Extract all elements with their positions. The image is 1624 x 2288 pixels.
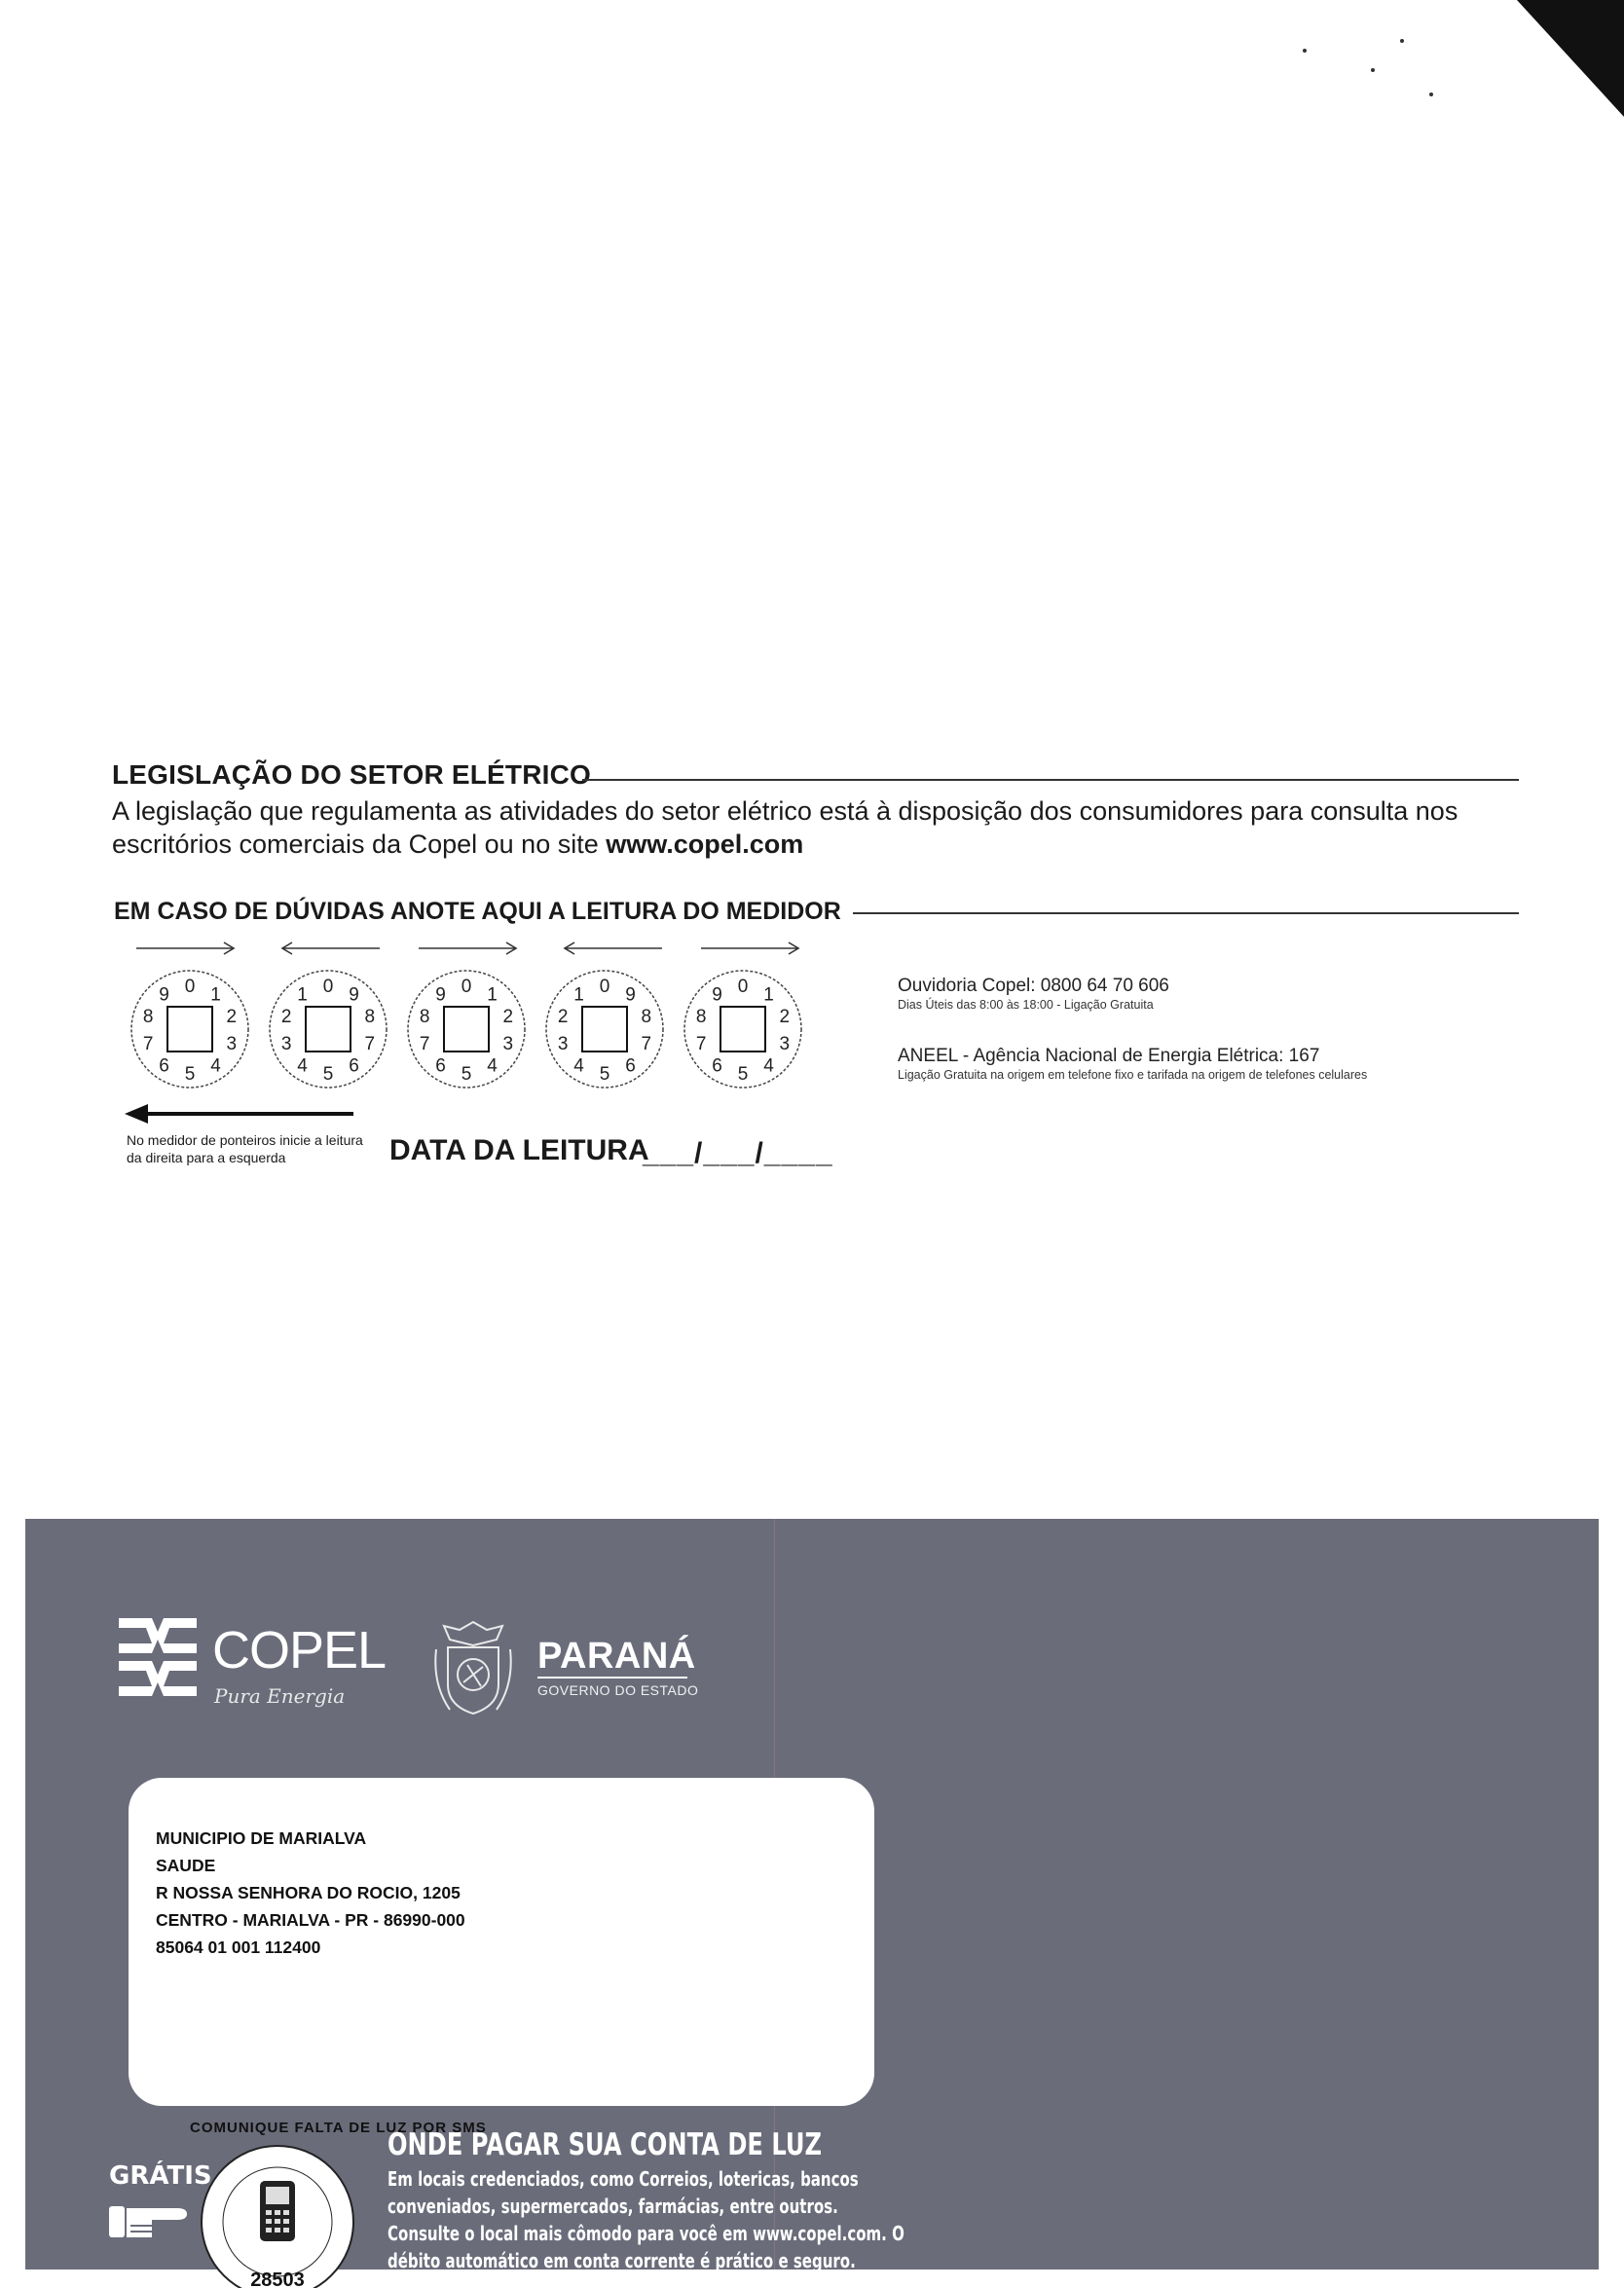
divider: [853, 912, 1519, 914]
dial-digit: 2: [280, 1007, 292, 1028]
dial-digit: 9: [159, 984, 169, 1006]
parana-crest-icon: [428, 1616, 518, 1723]
meter-dial: [265, 966, 391, 1092]
arrow-left-icon: [565, 942, 662, 954]
reading-hint: No medidor de ponteiros inicie a leitura da direita para a esquerda: [127, 1132, 363, 1165]
dial-digit: 1: [763, 984, 774, 1006]
dial-digit: 6: [159, 1055, 169, 1077]
dial-digit: 8: [695, 1007, 707, 1028]
meter-dial: [403, 966, 530, 1092]
dial-digit: 4: [763, 1055, 774, 1077]
dial-digit: 1: [210, 984, 221, 1006]
dial-digit: 0: [461, 977, 472, 997]
reading-box: [720, 1007, 765, 1052]
dial-digit: 4: [210, 1055, 221, 1077]
address-line: MUNICIPIO DE MARIALVA: [156, 1828, 367, 1848]
dial-digit: 7: [641, 1033, 652, 1054]
aneel-phone: ANEEL - Agência Nacional de Energia Elétrica: 167: [898, 1046, 1320, 1066]
copel-tagline: Pura Energia: [214, 1684, 346, 1708]
dial-digit: 5: [461, 1064, 472, 1085]
ouvidoria-contact: [898, 976, 1169, 1013]
pointing-hand-icon: [109, 2198, 192, 2242]
dial-digit: 4: [297, 1055, 308, 1077]
dial-digit: 9: [435, 984, 446, 1006]
arrow-left-icon: [282, 942, 380, 954]
date-blank: ___/___/____: [643, 1137, 833, 1169]
dial-digit: 1: [487, 984, 498, 1006]
legislacao-title: LEGISLAÇÃO DO SETOR ELÉTRICO: [112, 759, 592, 790]
onde-pagar-title: ONDE PAGAR SUA CONTA DE LUZ: [388, 2127, 823, 2162]
dial-digit: 3: [557, 1033, 569, 1054]
recipient-address: [156, 1825, 465, 1961]
dial-digit: 7: [142, 1033, 154, 1054]
dial-digit: 5: [737, 1064, 749, 1085]
dial-digit: 3: [502, 1033, 514, 1054]
dial-digit: 2: [779, 1007, 791, 1028]
dial-digit: 4: [487, 1055, 498, 1077]
dial-digit: 0: [322, 977, 334, 997]
dial-digit: 0: [184, 977, 196, 997]
stamp-text: COMUNIQUE FALTA DE LUZ POR SMS: [190, 2120, 487, 2136]
aneel-note: Ligação Gratuita na origem em telefone fixo e tarifada na origem de telefones celulares: [898, 1068, 1368, 1082]
dial-digit: 8: [142, 1007, 154, 1028]
address-line: R NOSSA SENHORA DO ROCIO, 1205: [156, 1883, 461, 1902]
divider: [537, 1677, 687, 1679]
dial-digit: 5: [322, 1064, 334, 1085]
print-specks: [1283, 19, 1478, 117]
dial-digit: 8: [641, 1007, 652, 1028]
arrow-right-icon: [419, 942, 516, 954]
reading-box: [167, 1007, 212, 1052]
dial-digit: 5: [599, 1064, 610, 1085]
reading-box: [306, 1007, 351, 1052]
onde-pagar-body: Em locais credenciados, como Correios, lotericas, bancos conveniados, supermercados, farmácias, entre outros. Consulte o local mais cômodo para você em www.copel.com. O débito automático em conta corrente é prático e seguro.: [388, 2167, 904, 2272]
dial-digit: 2: [502, 1007, 514, 1028]
dial-digit: 0: [599, 977, 610, 997]
dial-digit: 7: [419, 1033, 430, 1054]
dial-digit: 3: [280, 1033, 292, 1054]
dial-digit: 6: [435, 1055, 446, 1077]
address-line: 85064 01 001 112400: [156, 1937, 321, 1957]
dial-direction-arrows: [127, 937, 828, 966]
sms-stamp: [190, 2120, 487, 2288]
dial-digit: 9: [712, 984, 722, 1006]
meter-dials: [127, 966, 828, 1102]
address-line: SAUDE: [156, 1856, 216, 1875]
ouvidoria-phone: Ouvidoria Copel: 0800 64 70 606: [898, 976, 1169, 996]
dial-digit: 7: [364, 1033, 376, 1054]
reading-box: [582, 1007, 627, 1052]
ouvidoria-hours: Dias Úteis das 8:00 às 18:00 - Ligação Gratuita: [898, 998, 1154, 1012]
dial-digit: 9: [625, 984, 636, 1006]
legislacao-body: [112, 794, 1519, 861]
arrow-right-icon: [136, 942, 234, 954]
parana-wordmark: PARANÁ: [537, 1636, 696, 1677]
date-label: DATA DA LEITURA: [389, 1134, 649, 1166]
copel-site-link[interactable]: www.copel.com: [606, 830, 804, 859]
dial-digit: 3: [226, 1033, 238, 1054]
dial-digit: 0: [737, 977, 749, 997]
dial-digit: 2: [557, 1007, 569, 1028]
paper-corner-tear: [1517, 0, 1624, 117]
arrow-right-icon: [701, 942, 798, 954]
governo-label: GOVERNO DO ESTADO: [537, 1682, 699, 1698]
gratis-label: GRÁTIS: [109, 2161, 212, 2191]
stamp-number: 28503: [250, 2270, 305, 2288]
aneel-contact: [898, 1046, 1404, 1083]
meter-dial: [127, 966, 253, 1092]
medidor-title: EM CASO DE DÚVIDAS ANOTE AQUI A LEITURA DO MEDIDOR: [114, 898, 841, 925]
copel-logo-icon: [119, 1618, 197, 1696]
dial-digit: 8: [419, 1007, 430, 1028]
cellphone-icon: [260, 2181, 295, 2241]
dial-digit: 5: [184, 1064, 196, 1085]
dial-digit: 7: [695, 1033, 707, 1054]
dial-digit: 1: [573, 984, 584, 1006]
reading-box: [444, 1007, 489, 1052]
divider: [582, 779, 1519, 781]
meter-dial: [680, 966, 806, 1092]
dial-digit: 3: [779, 1033, 791, 1054]
dial-digit: 8: [364, 1007, 376, 1028]
dial-digit: 9: [349, 984, 359, 1006]
dial-digit: 6: [712, 1055, 722, 1077]
arrow-left-icon: [125, 1102, 358, 1126]
dial-digit: 4: [573, 1055, 584, 1077]
dial-digit: 6: [349, 1055, 359, 1077]
address-line: CENTRO - MARIALVA - PR - 86990-000: [156, 1910, 465, 1930]
meter-dial: [541, 966, 668, 1092]
legislacao-text: A legislação que regulamenta as atividades do setor elétrico está à disposição dos consumidores para consulta nos escritórios comerciais da Copel ou no site: [112, 796, 1458, 859]
copel-wordmark: COPEL: [212, 1621, 387, 1679]
dial-digit: 1: [297, 984, 308, 1006]
dial-digit: 6: [625, 1055, 636, 1077]
dial-digit: 2: [226, 1007, 238, 1028]
